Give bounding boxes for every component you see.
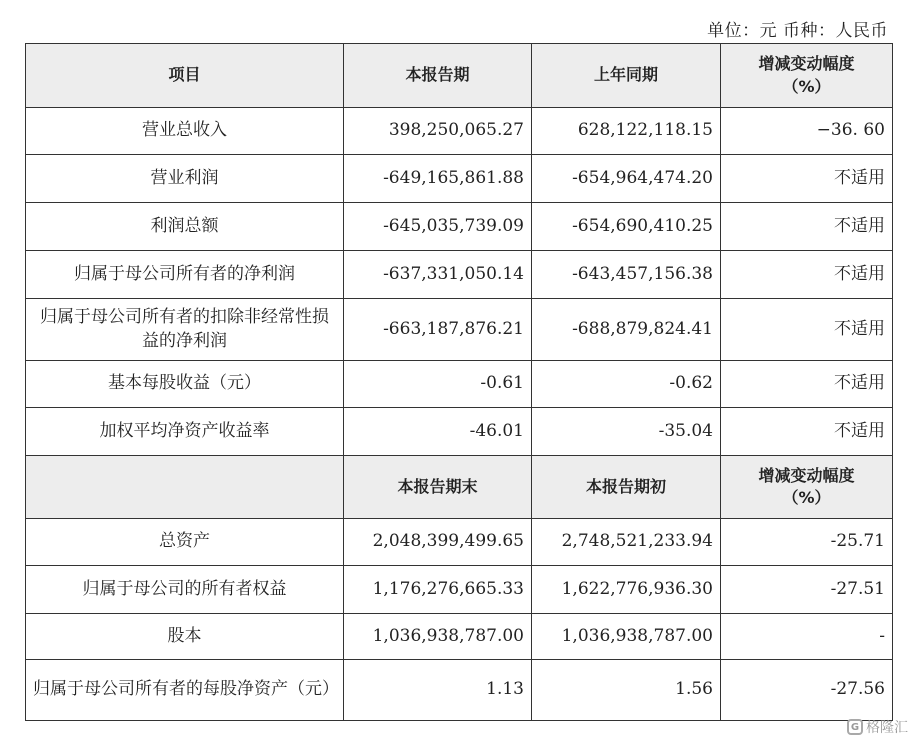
row-value-prior: -643,457,156.38 (532, 251, 721, 299)
row-value-start: 1.56 (532, 660, 721, 721)
watermark (847, 717, 908, 737)
table-row (26, 361, 893, 408)
row-value-end: 1,036,938,787.00 (344, 614, 532, 660)
row-label: 归属于母公司所有者的每股净资产（元） (26, 660, 344, 721)
subheader-item (26, 456, 344, 519)
table-row (26, 566, 893, 614)
row-label: 归属于母公司的所有者权益 (26, 566, 344, 614)
table-row (26, 203, 893, 251)
row-value-current: -649,165,861.88 (344, 155, 532, 203)
row-value-current: -663,187,876.21 (344, 299, 532, 361)
row-value-current: -46.01 (344, 408, 532, 456)
row-value-start: 2,748,521,233.94 (532, 519, 721, 566)
row-value-prior: -654,964,474.20 (532, 155, 721, 203)
header-change-pct: 增减变动幅度 （%） (721, 44, 893, 108)
subheader-period-end: 本报告期末 (344, 456, 532, 519)
row-value-end: 1.13 (344, 660, 532, 721)
unit-currency-note: 单位：元 币种：人民币 (707, 21, 888, 41)
row-value-change: 不适用 (721, 251, 893, 299)
row-value-change: 不适用 (721, 155, 893, 203)
row-label: 归属于母公司所有者的净利润 (26, 251, 344, 299)
table-row (26, 251, 893, 299)
row-label: 加权平均净资产收益率 (26, 408, 344, 456)
row-value-change: - (721, 614, 893, 660)
subheader-period-start: 本报告期初 (532, 456, 721, 519)
row-value-change: 不适用 (721, 361, 893, 408)
table-row (26, 408, 893, 456)
row-value-end: 2,048,399,499.65 (344, 519, 532, 566)
table-row (26, 299, 893, 361)
row-label: 股本 (26, 614, 344, 660)
table-subheader-row (26, 456, 893, 519)
subheader-change-pct: 增减变动幅度 （%） (721, 456, 893, 519)
watermark-text: 格隆汇 (866, 720, 908, 736)
row-value-end: 1,176,276,665.33 (344, 566, 532, 614)
header-item: 项目 (26, 44, 344, 108)
row-value-current: 398,250,065.27 (344, 108, 532, 155)
table-row (26, 108, 893, 155)
row-value-prior: -654,690,410.25 (532, 203, 721, 251)
header-current-period: 本报告期 (344, 44, 532, 108)
gelonghui-logo-icon: G (847, 719, 863, 735)
table-row (26, 660, 893, 721)
row-label: 基本每股收益（元） (26, 361, 344, 408)
row-value-change: 不适用 (721, 408, 893, 456)
row-value-change: −36. 60 (721, 108, 893, 155)
table-row (26, 155, 893, 203)
row-value-prior: -35.04 (532, 408, 721, 456)
row-value-current: -637,331,050.14 (344, 251, 532, 299)
row-value-prior: -0.62 (532, 361, 721, 408)
row-value-change: 不适用 (721, 203, 893, 251)
table-row (26, 614, 893, 660)
row-label: 总资产 (26, 519, 344, 566)
row-value-change: -27.56 (721, 660, 893, 721)
row-value-change: -27.51 (721, 566, 893, 614)
financial-summary-table (25, 43, 893, 721)
row-value-current: -645,035,739.09 (344, 203, 532, 251)
row-value-prior: 628,122,118.15 (532, 108, 721, 155)
row-value-current: -0.61 (344, 361, 532, 408)
row-value-change: 不适用 (721, 299, 893, 361)
table-header-row (26, 44, 893, 108)
row-value-change: -25.71 (721, 519, 893, 566)
row-label: 利润总额 (26, 203, 344, 251)
row-value-start: 1,622,776,936.30 (532, 566, 721, 614)
row-value-start: 1,036,938,787.00 (532, 614, 721, 660)
row-value-prior: -688,879,824.41 (532, 299, 721, 361)
row-label: 归属于母公司所有者的扣除非经常性损益的净利润 (26, 299, 344, 361)
header-prior-year-period: 上年同期 (532, 44, 721, 108)
row-label: 营业总收入 (26, 108, 344, 155)
row-label: 营业利润 (26, 155, 344, 203)
table-row (26, 519, 893, 566)
